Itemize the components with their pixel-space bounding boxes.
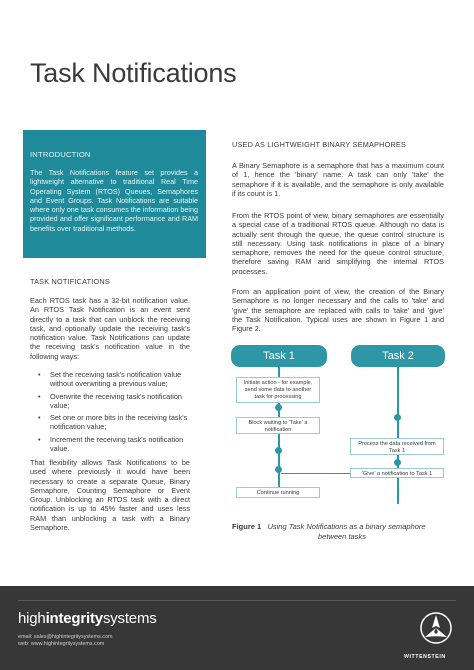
task-1-point — [275, 466, 282, 473]
initiate-action-box: Initiate action - for example, send some data to another task for processing — [236, 377, 320, 403]
brand-prefix: high — [18, 610, 46, 627]
continue-running-box: Continue running — [236, 487, 320, 498]
introduction-heading: INTRODUCTION — [30, 150, 91, 159]
block-waiting-box: Block waiting to 'Take' a notification — [236, 417, 320, 434]
binary-semaphores-paragraph-3: From an application point of view, the creation of the Binary Semaphore is no longer necessary and the calls to 'take' and 'give' the semaphore are replaced with calls to 'take' and 'give' the Task Notification. Typical uses are shown in Figure 1 and Figure 2. — [232, 287, 444, 334]
list-item: • Set one or more bits in the receiving task's notification value; — [36, 413, 190, 432]
task-2-point — [394, 459, 401, 466]
process-data-box: Process the data received from Task 1 — [350, 438, 444, 455]
task-2-header: Task 2 — [351, 345, 445, 367]
list-item: • Increment the receiving task's notification value. — [36, 435, 190, 454]
caption-line-2: between tasks — [318, 531, 366, 541]
logo-text: WITTENSTEIN — [404, 654, 446, 660]
binary-semaphores-paragraph-2: From the RTOS point of view, binary semaphores are essentially a special case of a traditional RTOS queue. Although no data is actually sent through the queue, the queue control structure is still necessary. Using task notifications in place of a binary semaphore, removes the need for the queue control structure, therefore saving RAM and simplifying the internal RTOS processes. — [232, 211, 444, 276]
task-notifications-heading: TASK NOTIFICATIONS — [30, 277, 110, 286]
figure-caption — [232, 522, 426, 541]
task-1-header: Task 1 — [231, 345, 327, 367]
brand-bold: integrity — [45, 610, 103, 627]
task-1-point — [275, 447, 282, 454]
footer-divider — [18, 600, 456, 601]
notification-connector — [281, 473, 347, 474]
give-notification-box: 'Give' a notification to Task 1 — [350, 468, 444, 478]
introduction-box — [23, 130, 206, 258]
notification-connector — [347, 473, 350, 474]
binary-semaphores-paragraph-1: A Binary Semaphore is a semaphore that has a maximum count of 1, hence the 'binary' name. A task can only 'take' the semaphore if it is available, and the semaphore is only available if its count is 1. — [232, 161, 444, 198]
contact-info — [18, 634, 112, 649]
list-item: • Set the receiving task's notification value without overwriting a previous value; — [36, 370, 190, 389]
brand-suffix: systems — [102, 610, 157, 627]
web-line[interactable]: web: www.highintegritysystems.com — [18, 641, 105, 648]
email-line[interactable]: email: sales@highintegritysystems.com — [18, 634, 113, 640]
notification-update-list — [36, 370, 190, 456]
figure-label: Figure 1 — [232, 522, 262, 531]
brand-name — [18, 610, 157, 627]
introduction-text: The Task Notifications feature set provides a lightweight alternative to traditional Real Time Operating System (RTOS) Queues, Semaphores and Event Groups. Task Notifications are suitable where only one task consumes the information being provided and offer significant performance and RAM benefits over traditional methods. — [30, 168, 198, 233]
wittenstein-logo-icon — [418, 610, 454, 655]
footer — [0, 586, 474, 670]
page-title: Task Notifications — [30, 58, 237, 88]
task-notifications-paragraph-1: Each RTOS task has a 32-bit notification value. An RTOS Task Notification is an event sent directly to a task that can unblock the receiving task, and optionally update the receiving task's notification value. Task Notifications can update the receiving task's notification value in the following ways: — [30, 296, 190, 361]
task-1-point — [275, 404, 282, 411]
task-notifications-paragraph-2: That flexibility allows Task Notifications to be used where previously it would have been necessary to create a separate Queue, Binary Semaphore, Counting Semaphore or Event Group. Unblocking an RTOS task with a direct notification is up to 45% faster and uses less RAM than unblocking a task with a Binary Semaphore. — [30, 458, 190, 533]
caption-line-1: Using Task Notifications as a binary semaphore — [267, 522, 426, 531]
task-2-point — [394, 414, 401, 421]
task-2-timeline — [397, 367, 399, 504]
list-item: • Overwrite the receiving task's notification value; — [36, 392, 190, 411]
binary-semaphores-heading: USED AS LIGHTWEIGHT BINARY SEMAPHORES — [232, 140, 407, 149]
